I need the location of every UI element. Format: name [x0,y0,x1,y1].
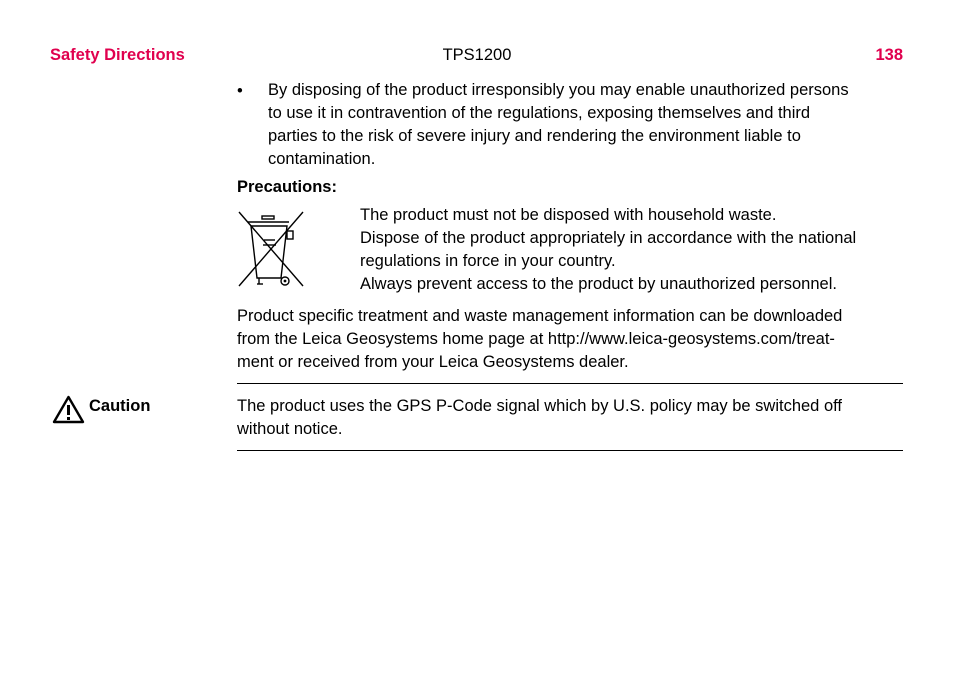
disposal-line: Always prevent access to the product by unauthorized personnel. [360,275,837,293]
bullet-paragraph [268,79,908,171]
section-divider [237,383,903,384]
caution-line: without notice. [237,420,343,438]
bullet-line: parties to the risk of severe injury and rendering the environment liable to [268,127,801,145]
section-divider [237,450,903,451]
caution-line: The product uses the GPS P-Code signal which by U.S. policy may be switched off [237,397,842,415]
bullet-line: contamination. [268,150,376,168]
bullet-line: to use it in contravention of the regulations, exposing themselves and third [268,104,811,122]
crossed-out-wheelie-bin-icon [237,209,305,289]
download-line: ment or received from your Leica Geosystems dealer. [237,353,629,371]
download-line: Product specific treatment and waste management information can be downloaded [237,307,843,325]
page-number: 138 [875,46,903,64]
caution-paragraph [237,395,907,441]
warning-triangle-icon [52,395,85,424]
disposal-line: The product must not be disposed with household waste. [360,206,777,224]
bullet-marker: • [237,82,243,100]
bullet-line: By disposing of the product irresponsibly you may enable unauthorized persons [268,81,849,99]
disposal-line: regulations in force in your country. [360,252,616,270]
header-document-title: TPS1200 [442,46,512,64]
caution-label: Caution [89,397,151,415]
download-line: from the Leica Geosystems home page at http://www.leica-geosystems.com/treat- [237,330,835,348]
precautions-heading: Precautions: [237,178,337,196]
disposal-instructions [360,204,920,296]
download-info-paragraph [237,305,907,374]
disposal-line: Dispose of the product appropriately in accordance with the national [360,229,857,247]
header-section-title: Safety Directions [50,46,185,64]
